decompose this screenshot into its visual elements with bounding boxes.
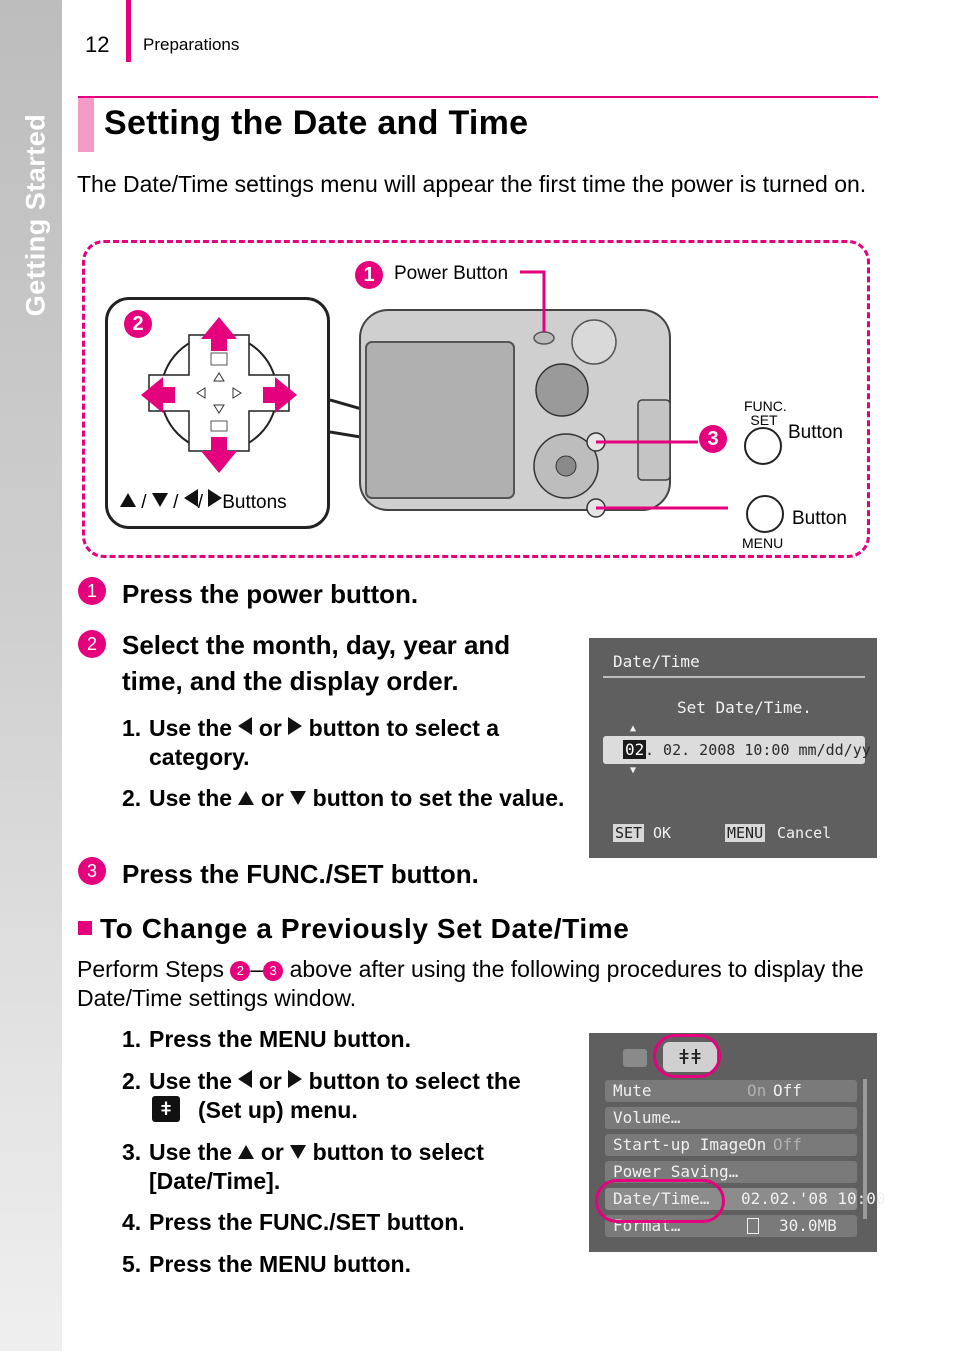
menu-button-icon xyxy=(746,495,784,533)
value-up-icon: ▲ xyxy=(630,723,637,734)
strap-mount xyxy=(638,400,670,480)
left-triangle-icon xyxy=(238,1070,252,1088)
menu-row-mute xyxy=(605,1080,857,1102)
menu-button-label: Button xyxy=(792,508,847,529)
screen-title-rule xyxy=(603,676,865,678)
screen-prompt: Set Date/Time. xyxy=(677,698,812,717)
sub-text: button to set the value. xyxy=(312,785,565,811)
subsection-title-text: To Change a Previously Set Date/Time xyxy=(100,913,630,944)
sub-text: Use the xyxy=(149,715,233,741)
value-down-icon: ▼ xyxy=(630,765,637,776)
down-triangle-icon xyxy=(290,791,306,805)
item-number: 2. xyxy=(122,1068,142,1094)
setup-tab-icon: ǂǂ xyxy=(663,1042,717,1072)
menu-row-option: Off xyxy=(773,1081,802,1100)
menu-text: MENU xyxy=(742,535,784,551)
step-ref-badge: 3 xyxy=(263,961,283,981)
setup-tab-highlight xyxy=(653,1034,721,1078)
item-text: or xyxy=(258,1068,282,1094)
power-button-shape xyxy=(534,332,554,344)
change-item-4 xyxy=(122,1208,582,1238)
item-text: or xyxy=(260,1139,284,1165)
step-3-text: Press the FUNC./SET button. xyxy=(122,859,479,889)
menu-row-startup-image xyxy=(605,1134,857,1156)
chapter-label: Getting Started xyxy=(20,113,51,317)
item-text: Press the MENU button. xyxy=(149,1251,411,1277)
left-triangle-icon xyxy=(238,717,252,735)
item-text: [Date/Time]. xyxy=(149,1168,281,1194)
sub-text: or xyxy=(258,715,282,741)
date-time-highlight xyxy=(595,1179,725,1223)
callout-2-badge: 2 xyxy=(124,310,152,338)
item-number: 5. xyxy=(122,1251,142,1277)
paragraph-text: – xyxy=(250,956,264,982)
date-value-rest: . 02. 2008 10:00 mm/dd/yy xyxy=(645,741,871,759)
menu-row-option: On xyxy=(747,1135,767,1154)
menu-row-label: Date/Time… xyxy=(613,1189,710,1208)
change-item-3 xyxy=(122,1138,582,1198)
page-number: 12 xyxy=(85,32,110,57)
step-2-sub-2 xyxy=(122,784,572,842)
camera-illustration xyxy=(330,270,730,530)
menu-row-label: Start-up Image xyxy=(613,1135,748,1154)
date-value-field xyxy=(603,736,871,764)
step-2-text: Select the month, day, year and time, and the display order. xyxy=(122,630,511,696)
screen-title: Date/Time xyxy=(613,652,700,671)
menu-row-value: 30.0MB xyxy=(779,1216,837,1235)
item-text: Use the xyxy=(149,1139,233,1165)
menu-row-label: Power Saving… xyxy=(613,1162,739,1181)
zoom-lever xyxy=(572,320,616,364)
step-1-badge: 1 xyxy=(78,577,106,605)
arrow-buttons-label: Buttons xyxy=(222,492,287,513)
ok-label: OK xyxy=(653,824,672,842)
up-triangle-icon xyxy=(238,1145,254,1159)
menu-row-option: Off xyxy=(773,1135,802,1154)
intro-paragraph: The Date/Time settings menu will appear the first time the power is turned on. xyxy=(77,171,867,197)
func-button-label: Button xyxy=(788,422,843,443)
item-text: Use the xyxy=(149,1068,233,1094)
item-text: Press the MENU button. xyxy=(149,1026,411,1052)
menu-row-label: Format… xyxy=(613,1216,681,1235)
menu-row-value: 02.02.'08 10:00 xyxy=(741,1189,886,1208)
item-number: 4. xyxy=(122,1209,142,1235)
set-key: SET xyxy=(615,824,643,842)
step-2-badge: 2 xyxy=(78,630,106,658)
setup-menu-screen xyxy=(589,1033,886,1252)
sub-text: Use the xyxy=(149,785,233,811)
right-triangle-icon xyxy=(208,489,222,507)
down-triangle-icon xyxy=(290,1145,306,1159)
lcd-screen xyxy=(366,342,514,498)
subsection-title xyxy=(78,913,629,945)
func-set-button-icon xyxy=(744,427,782,465)
change-item-1 xyxy=(122,1025,582,1055)
change-item-2 xyxy=(122,1067,582,1127)
menu-row-label: Mute xyxy=(613,1081,652,1100)
step-3-badge: 3 xyxy=(78,857,106,885)
menu-row-volume xyxy=(605,1107,857,1129)
sub-text: button to select a category. xyxy=(149,715,500,770)
right-triangle-icon xyxy=(288,1070,302,1088)
sub-text: or xyxy=(260,785,284,811)
title-marker xyxy=(78,98,94,152)
step-2-sub-1 xyxy=(122,714,572,772)
setup-menu-icon: ǂ xyxy=(152,1096,180,1122)
item-text: (Set up) menu. xyxy=(198,1097,358,1123)
perform-steps-paragraph xyxy=(77,955,867,1013)
title-rule xyxy=(78,96,878,98)
dpad-illustration xyxy=(135,315,305,475)
step-ref-badge: 2 xyxy=(230,961,250,981)
callout-1-badge: 1 xyxy=(355,261,383,289)
set-text: SET xyxy=(750,412,778,428)
down-triangle-icon xyxy=(152,493,168,507)
item-number: 1. xyxy=(122,1026,142,1052)
item-text: Press the FUNC./SET button. xyxy=(149,1209,465,1235)
item-text: button to select the xyxy=(308,1068,521,1094)
arrow-buttons-caption: / / / Buttons xyxy=(120,489,287,514)
paragraph-text: above after using the following procedures to display the Date/Time settings window. xyxy=(77,956,864,1011)
section-name: Preparations xyxy=(143,35,240,54)
date-time-screen xyxy=(589,638,877,858)
sub-number: 2. xyxy=(122,785,142,811)
func-set-text xyxy=(744,398,787,428)
up-triangle-icon xyxy=(120,493,136,507)
square-bullet-icon xyxy=(78,921,92,935)
left-triangle-icon xyxy=(184,489,198,507)
up-triangle-icon xyxy=(238,791,254,805)
header-divider xyxy=(126,0,131,62)
power-button-label: Power Button xyxy=(394,263,509,284)
mode-dial xyxy=(536,364,588,416)
right-triangle-icon xyxy=(288,717,302,735)
item-text: button to select xyxy=(312,1139,484,1165)
month-value: 02 xyxy=(625,740,645,759)
camera-tab-icon xyxy=(623,1049,647,1067)
item-number: 3. xyxy=(122,1139,142,1165)
func-text: FUNC. xyxy=(744,398,787,414)
menu-row-label: Volume… xyxy=(613,1108,681,1127)
sub-number: 1. xyxy=(122,715,142,741)
callout-3-badge: 3 xyxy=(699,425,727,453)
menu-key: MENU xyxy=(727,824,764,842)
paragraph-text: Perform Steps xyxy=(77,956,224,982)
cancel-label: Cancel xyxy=(777,824,832,842)
step-1-text: Press the power button. xyxy=(122,579,419,609)
page-title: Setting the Date and Time xyxy=(104,104,529,142)
menu-row-option: On xyxy=(747,1081,767,1100)
change-item-5 xyxy=(122,1250,582,1280)
memory-card-icon xyxy=(747,1218,759,1234)
